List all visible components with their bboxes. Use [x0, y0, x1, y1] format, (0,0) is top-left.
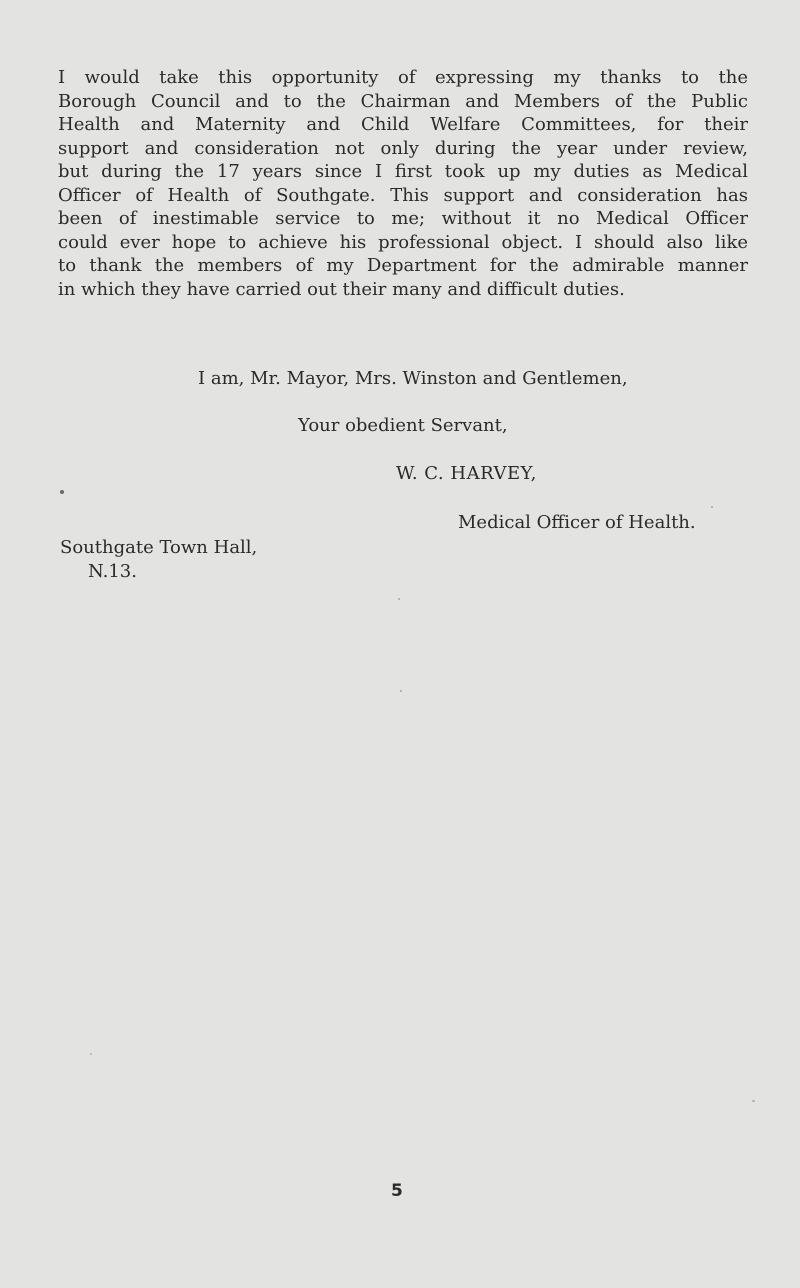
body-paragraph — [58, 66, 748, 301]
paragraph-line: Officer of Health of Southgate. This support and consideration has — [58, 184, 748, 206]
signatory-title: Medical Officer of Health. — [458, 512, 696, 533]
valediction: Your obedient Servant, — [298, 415, 508, 436]
paragraph-line: Health and Maternity and Child Welfare Committees, for their — [58, 114, 748, 135]
signatory-name: W. C. HARVEY, — [396, 463, 537, 484]
paragraph-line: support and consideration not only during the year under review, — [58, 137, 748, 159]
print-speck — [60, 490, 64, 494]
paragraph-line: to thank the members of my Department for the admirable manner — [58, 255, 748, 276]
paragraph-line: I would take this opportunity of expressing my thanks to the — [58, 67, 748, 88]
print-speck — [398, 598, 400, 600]
print-speck — [400, 690, 402, 692]
paragraph-line: could ever hope to achieve his professional object. I should also like — [58, 231, 748, 253]
address-line-1: Southgate Town Hall, — [60, 537, 258, 558]
paragraph-line: been of inestimable service to me; without it no Medical Officer — [58, 208, 748, 229]
closing-salutation: I am, Mr. Mayor, Mrs. Winston and Gentlemen, — [198, 368, 628, 389]
address-line-2: N.13. — [88, 561, 137, 582]
paragraph-line: Borough Council and to the Chairman and Members of the Public — [58, 90, 748, 112]
print-speck — [90, 1053, 92, 1055]
paragraph-line: but during the 17 years since I first took up my duties as Medical — [58, 161, 748, 182]
paragraph-line: in which they have carried out their many and difficult duties. — [58, 278, 625, 300]
page-number: 5 — [391, 1181, 403, 1201]
print-speck — [711, 506, 713, 508]
print-speck — [752, 1100, 755, 1102]
